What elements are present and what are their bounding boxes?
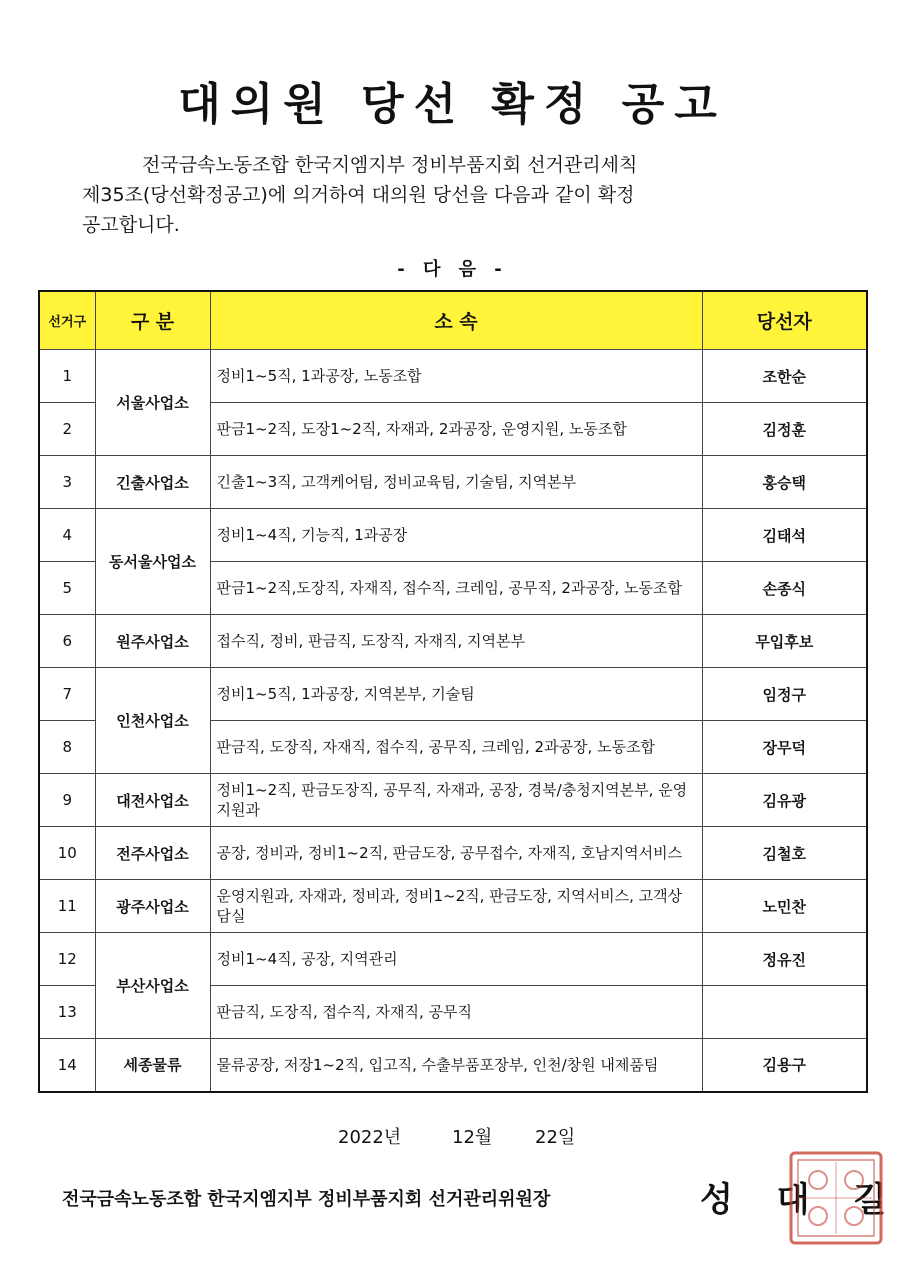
district-cell: 전주사업소 [95,827,210,880]
date-year: 2022년 [338,1127,402,1148]
row-number: 10 [39,827,95,880]
table-row [39,350,867,403]
row-number: 7 [39,668,95,721]
header-winner: 당선자 [702,291,867,350]
affiliation-cell: 운영지원과, 자재과, 정비과, 정비1~2직, 판금도장, 지역서비스, 고객상담실 [210,880,702,933]
header-district-no: 선거구 [39,291,95,350]
affiliation-cell: 물류공장, 저장1~2직, 입고직, 수출부품포장부, 인천/창원 내제품팀 [210,1039,702,1092]
district-cell: 인천사업소 [95,668,210,774]
intro-line-3: 공고합니다. [82,214,180,236]
row-number: 4 [39,509,95,562]
table-row [39,509,867,562]
winner-cell: 임정구 [702,668,867,721]
winner-cell: 정유진 [702,933,867,986]
affiliation-cell: 정비1~5직, 1과공장, 지역본부, 기술팀 [210,668,702,721]
affiliation-cell: 정비1~5직, 1과공장, 노동조합 [210,350,702,403]
district-cell: 대전사업소 [95,774,210,827]
intro-paragraph [82,150,822,240]
intro-line-1: 전국금속노동조합 한국지엠지부 정비부품지회 선거관리세칙 [142,154,638,176]
row-number: 1 [39,350,95,403]
table-row [39,880,867,933]
notice-title: 대의원 당선 확정 공고 [178,79,727,130]
table-row [39,456,867,509]
affiliation-cell: 판금직, 도장직, 자재직, 접수직, 공무직, 크레임, 2과공장, 노동조합 [210,721,702,774]
affiliation-cell: 정비1~2직, 판금도장직, 공무직, 자재과, 공장, 경북/충청지역본부, 운영지원과 [210,774,702,827]
district-cell: 긴출사업소 [95,456,210,509]
winner-cell: 조한순 [702,350,867,403]
date-month: 12월 [452,1127,493,1148]
table-row [39,1039,867,1092]
affiliation-cell: 정비1~4직, 공장, 지역관리 [210,933,702,986]
district-cell: 서울사업소 [95,350,210,456]
affiliation-cell: 판금1~2직, 도장1~2직, 자재과, 2과공장, 운영지원, 노동조합 [210,403,702,456]
section-label: - 다 음 - [397,259,508,280]
date-day: 22일 [535,1127,576,1148]
table-row [39,933,867,986]
header-category: 구 분 [95,291,210,350]
table-row [39,774,867,827]
winner-cell: 노민찬 [702,880,867,933]
row-number: 5 [39,562,95,615]
district-cell: 세종물류 [95,1039,210,1092]
winner-cell: 무입후보 [702,615,867,668]
district-cell: 동서울사업소 [95,509,210,615]
winner-cell: 김정훈 [702,403,867,456]
district-cell: 부산사업소 [95,933,210,1039]
table-row [39,615,867,668]
affiliation-cell: 정비1~4직, 기능직, 1과공장 [210,509,702,562]
affiliation-cell: 긴출1~3직, 고객케어팀, 정비교육팀, 기술팀, 지역본부 [210,456,702,509]
affiliation-cell: 판금직, 도장직, 접수직, 자재직, 공무직 [210,986,702,1039]
affiliation-cell: 공장, 정비과, 정비1~2직, 판금도장, 공무접수, 자재직, 호남지역서비스 [210,827,702,880]
winner-cell: 장무덕 [702,721,867,774]
winner-cell: 손종식 [702,562,867,615]
row-number: 11 [39,880,95,933]
row-number: 13 [39,986,95,1039]
affiliation-cell: 판금1~2직,도장직, 자재직, 접수직, 크레임, 공무직, 2과공장, 노동조합 [210,562,702,615]
district-cell: 광주사업소 [95,880,210,933]
winner-cell: 김용구 [702,1039,867,1092]
row-number: 9 [39,774,95,827]
header-affiliation: 소 속 [210,291,702,350]
official-seal-icon [788,1150,884,1246]
winner-cell: 김유광 [702,774,867,827]
row-number: 8 [39,721,95,774]
winner-cell: 김철호 [702,827,867,880]
winner-cell: 김태석 [702,509,867,562]
winner-cell: 홍승택 [702,456,867,509]
row-number: 2 [39,403,95,456]
row-number: 14 [39,1039,95,1092]
affiliation-cell: 접수직, 정비, 판금직, 도장직, 자재직, 지역본부 [210,615,702,668]
winner-cell [702,986,867,1039]
footer-organization: 전국금속노동조합 한국지엠지부 정비부품지회 선거관리위원장 [62,1189,551,1210]
chairman-signature-name: 성 대 길 [700,1180,903,1220]
row-number: 3 [39,456,95,509]
district-cell: 원주사업소 [95,615,210,668]
row-number: 6 [39,615,95,668]
intro-line-2: 제35조(당선확정공고)에 의거하여 대의원 당선을 다음과 같이 확정 [82,184,635,206]
row-number: 12 [39,933,95,986]
results-table [38,290,868,1093]
table-row [39,668,867,721]
table-row [39,827,867,880]
